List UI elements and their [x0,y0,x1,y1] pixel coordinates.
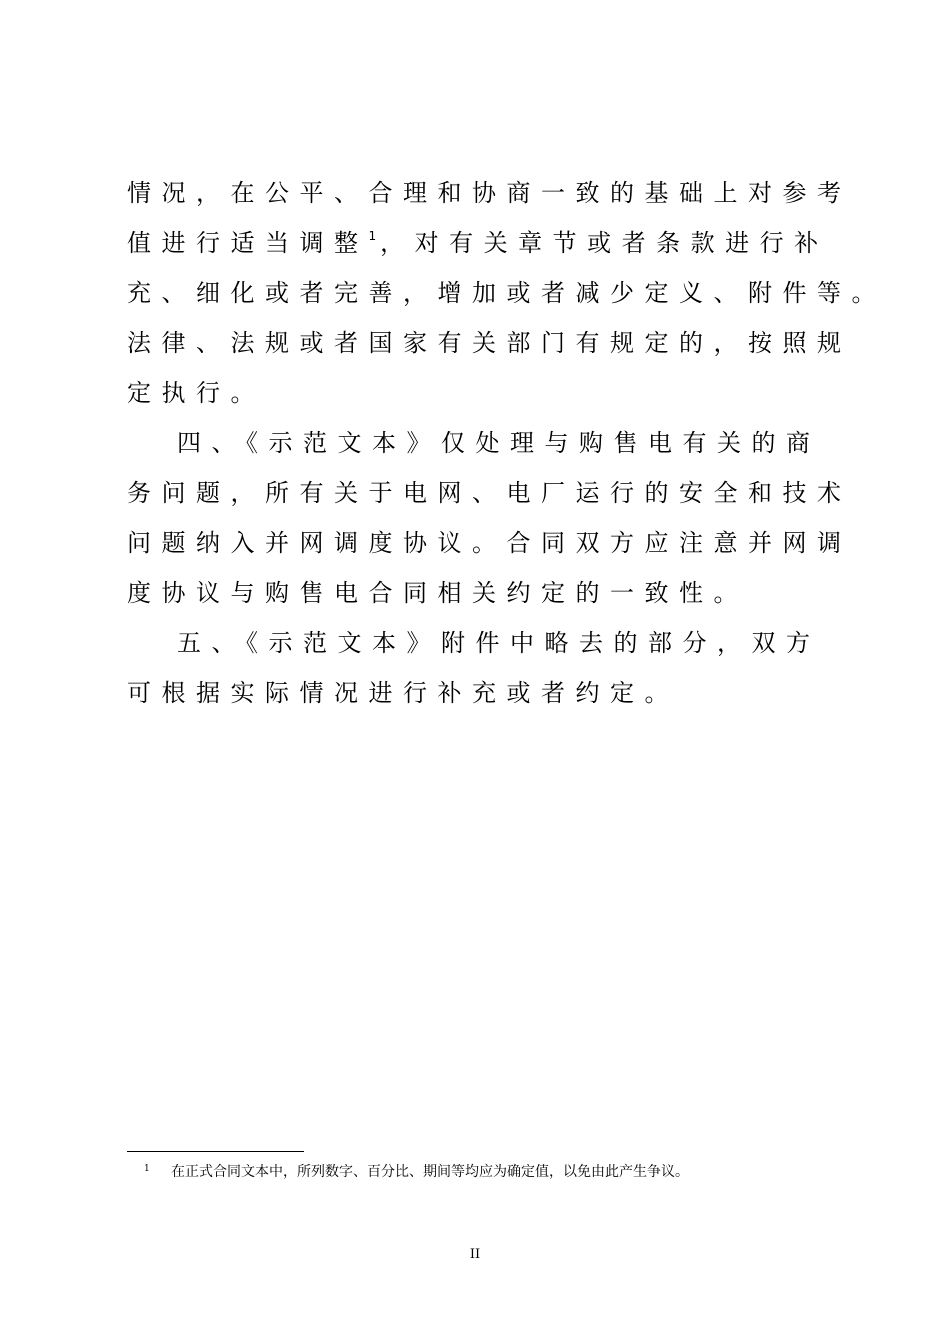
footnote-text: 在正式合同文本中，所列数字、百分比、期间等均应为确定值，以免由此产生争议。 [171,1164,689,1180]
footnote-mark: 1 [144,1164,150,1174]
body-line-2-rest: ，对有关章节或者条款进行补 [380,229,829,257]
body-line-2 [127,228,847,262]
footnote-separator [127,1151,304,1152]
page-number: II [469,1247,481,1262]
body-line-3: 充、细化或者完善，增加或者减少定义、附件等。 [127,279,886,307]
body-line-11: 可根据实际情况进行补充或者约定。 [127,679,679,707]
body-line-6: 四、《示范文本》仅处理与购售电有关的商 [177,429,821,457]
body-line-1: 情况，在公平、合理和协商一致的基础上对参考 [127,179,852,207]
footnote-reference: 1 [368,229,381,243]
body-line-5: 定执行。 [127,379,265,407]
footnote [127,1162,847,1184]
body-line-2-text: 值进行适当调整 [127,229,369,257]
body-line-4: 法律、法规或者国家有关部门有规定的，按照规 [127,329,852,357]
body-line-9: 度协议与购售电合同相关约定的一致性。 [127,579,748,607]
body-line-7: 务问题，所有关于电网、电厂运行的安全和技术 [127,479,852,507]
body-line-8: 问题纳入并网调度协议。合同双方应注意并网调 [127,529,852,557]
body-line-10: 五、《示范文本》附件中略去的部分，双方 [177,629,821,657]
